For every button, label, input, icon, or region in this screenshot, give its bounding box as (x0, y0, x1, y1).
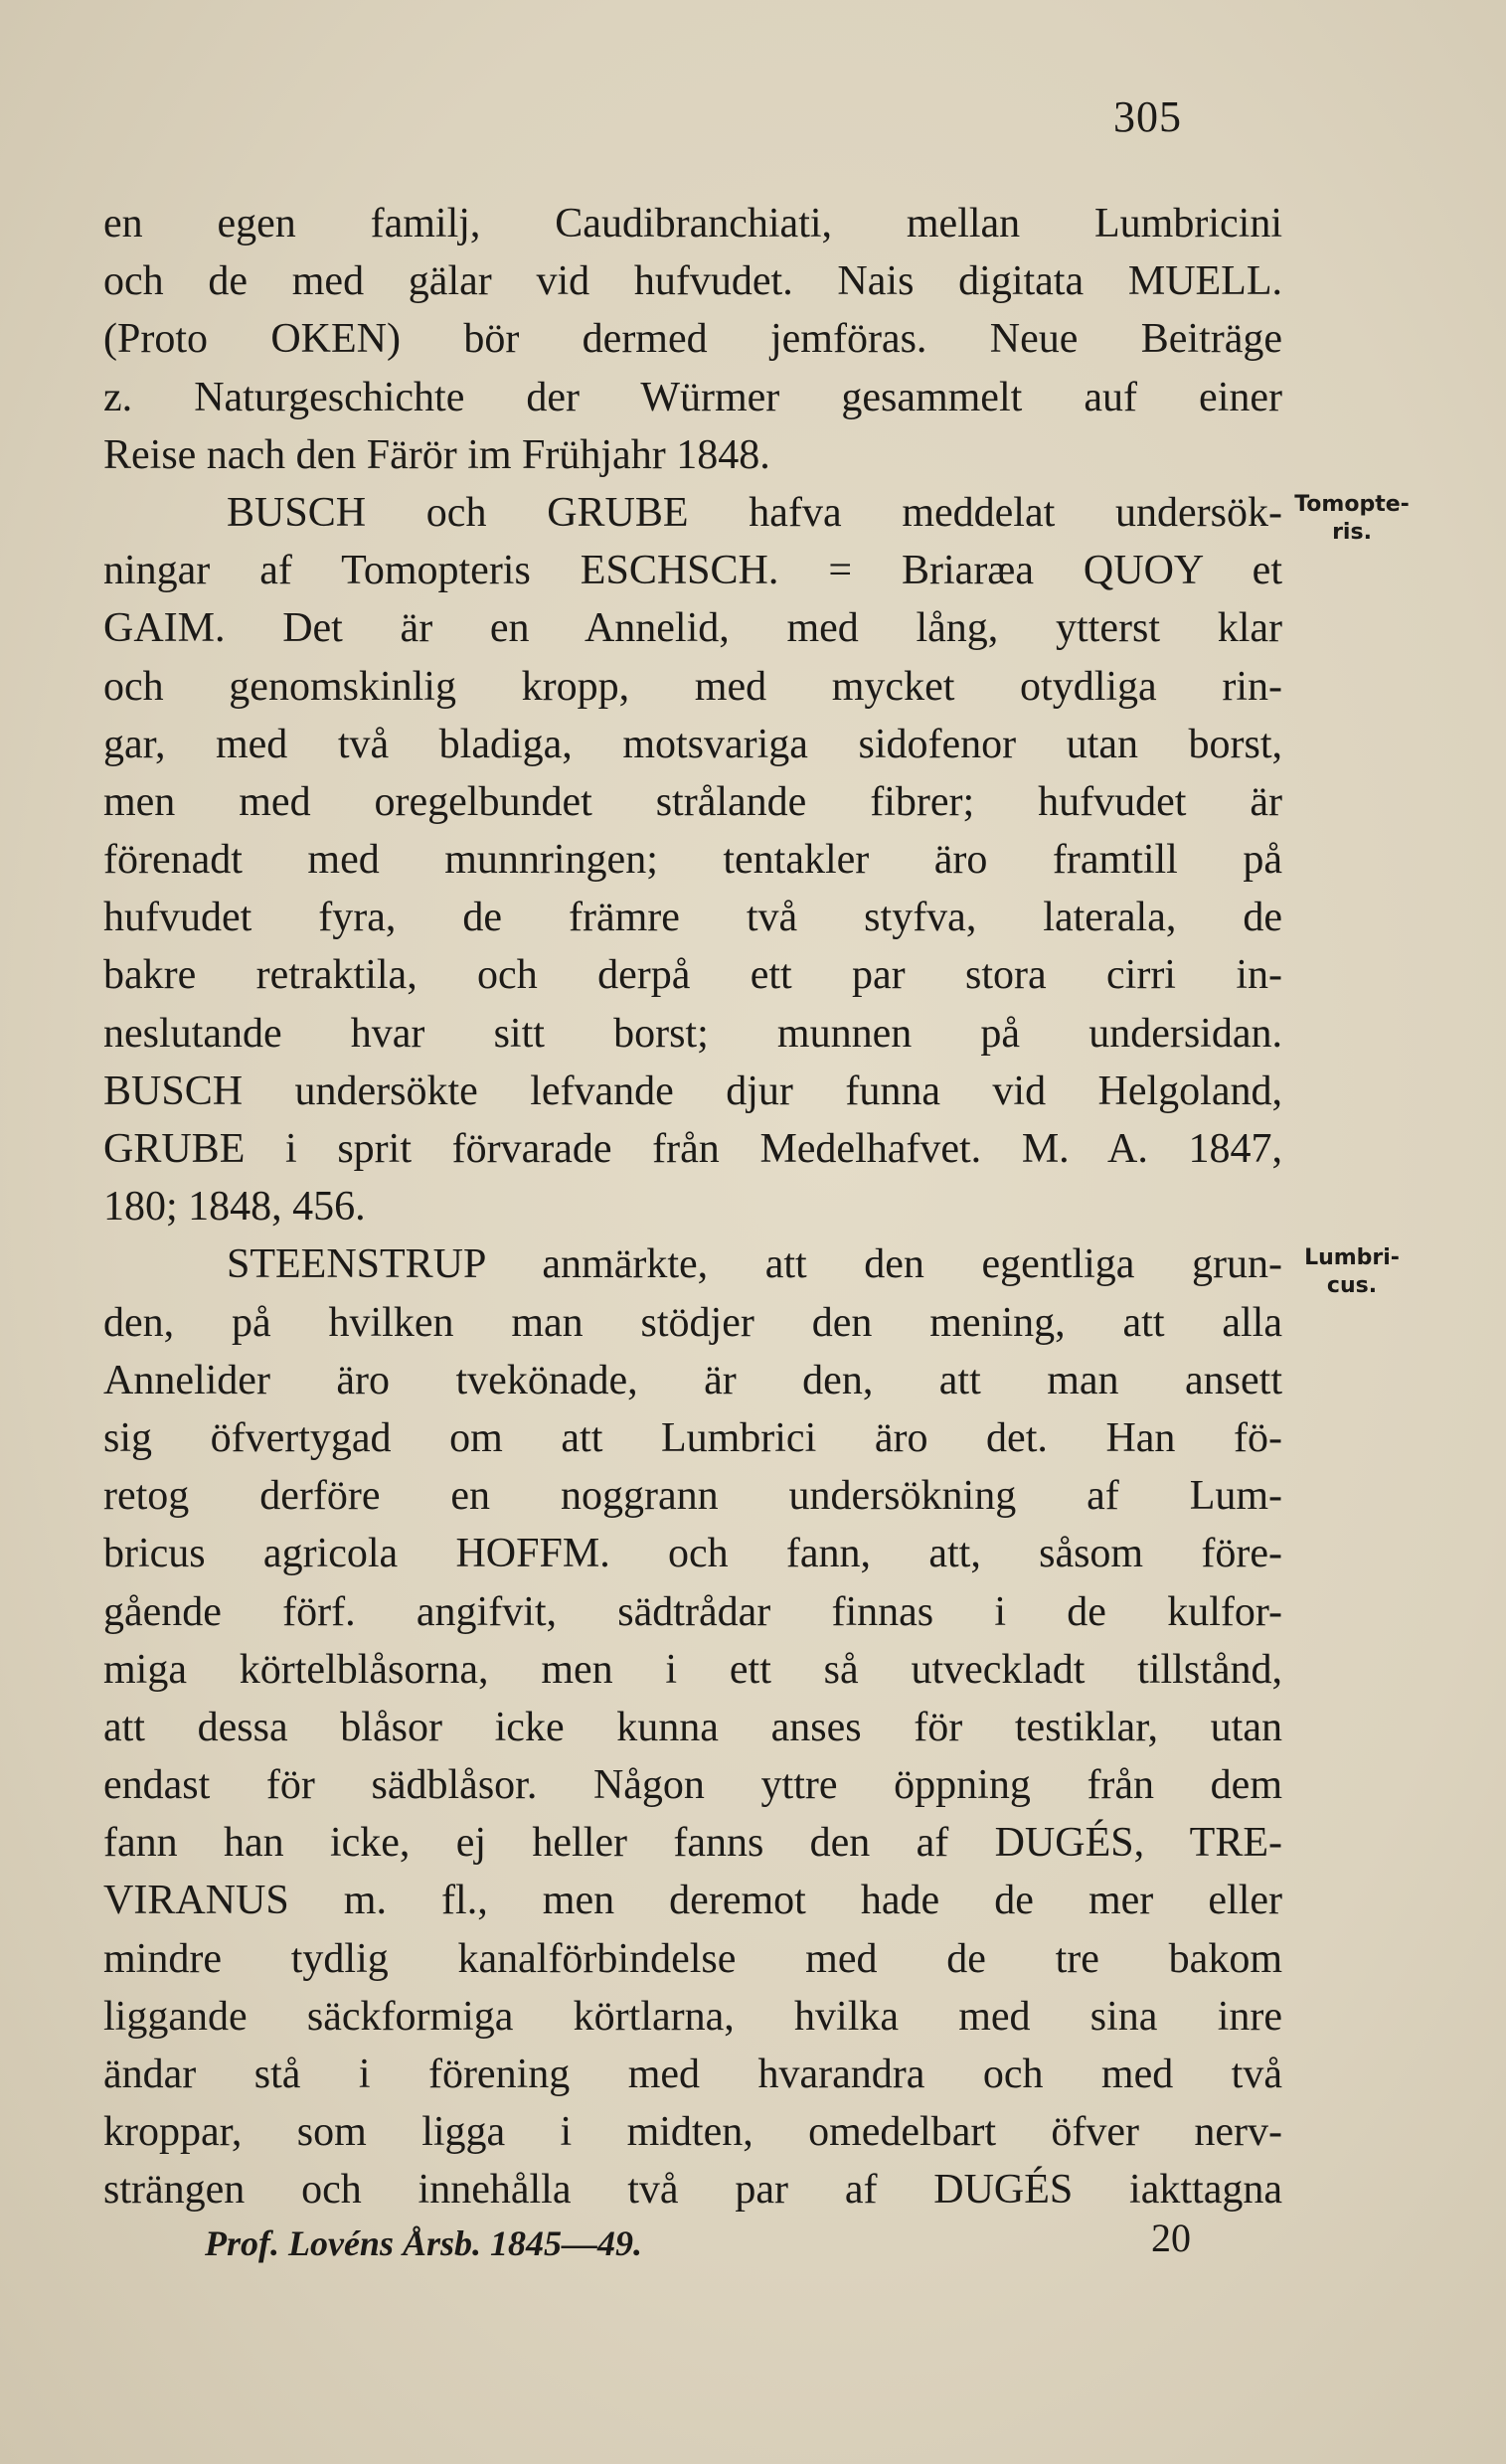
text-line: sig öfvertygad om att Lumbrici äro det. Han fö- (103, 1414, 1282, 1461)
text-line: VIRANUS m. fl., men deremot hade de mer eller (103, 1878, 1282, 1924)
text-line: GAIM. Det är en Annelid, med lång, ytterst klar (103, 605, 1282, 652)
text-line: BUSCH och GRUBE hafva meddelat undersök- (227, 489, 1282, 536)
text-line: retog derföre en noggrann undersökning af Lum- (103, 1473, 1282, 1520)
text-line: liggande säckformiga körtlarna, hvilka med sina inre (103, 1993, 1282, 2040)
text-line: förenadt med munnringen; tentakler äro framtill på (103, 837, 1282, 884)
text-line: den, på hvilken man stödjer den mening, att alla (103, 1299, 1282, 1346)
text-line: STEENSTRUP anmärkte, att den egentliga grun- (227, 1241, 1282, 1288)
margin-note-tomopteris (1272, 491, 1431, 547)
text-line: hufvudet fyra, de främre två styfva, laterala, de (103, 895, 1282, 941)
text-line: kroppar, som ligga i midten, omedelbart öfver nerv- (103, 2109, 1282, 2156)
text-line: (Proto OKEN) bör dermed jemföras. Neue Beiträge (103, 316, 1282, 363)
text-line: endast för sädblåsor. Någon yttre öppning från dem (103, 1762, 1282, 1809)
signature-mark: 20 (1151, 2216, 1191, 2260)
text-line: gående förf. angifvit, sädtrådar finnas i de kulfor- (103, 1588, 1282, 1635)
text-line: GRUBE i sprit förvarade från Medelhafvet. M. A. 1847, (103, 1126, 1282, 1172)
text-line: och genomskinlig kropp, med mycket otydliga rin- (103, 663, 1282, 710)
text-line: ändar stå i förening med hvarandra och med två (103, 2052, 1282, 2097)
text-line: men med oregelbundet strålande fibrer; hufvudet är (103, 778, 1282, 825)
text-line: 180; 1848, 456. (103, 1184, 366, 1231)
text-line: z. Naturgeschichte der Würmer gesammelt auf einer (103, 374, 1282, 420)
text-line: en egen familj, Caudibranchiati, mellan Lumbricini (103, 201, 1282, 246)
text-line: mindre tydlig kanalförbindelse med de tre bakom (103, 1935, 1282, 1982)
text-line: och de med gälar vid hufvudet. Nais digitata MUELL. (103, 258, 1282, 305)
body-text (103, 195, 1282, 2219)
text-line: ningar af Tomopteris ESCHSCH. = Briaræa QUOY et (103, 548, 1282, 594)
text-line: att dessa blåsor icke kunna anses för testiklar, utan (103, 1704, 1282, 1750)
margin-note-line: cus. (1326, 1273, 1378, 1298)
margin-note-lumbricus (1272, 1244, 1431, 1300)
text-line: neslutande hvar sitt borst; munnen på undersidan. (103, 1010, 1282, 1057)
margin-note-line: ris. (1332, 520, 1372, 545)
margin-note-line: Tomopte- (1294, 492, 1410, 517)
text-line: fann han icke, ej heller fanns den af DUGÉS, TRE- (103, 1820, 1282, 1867)
text-line: BUSCH undersökte lefvande djur funna vid Helgoland, (103, 1068, 1282, 1114)
text-line: bakre retraktila, och derpå ett par stora cirri in- (103, 952, 1282, 999)
footer-citation: Prof. Lovéns Årsb. 1845—49. (205, 2223, 642, 2263)
text-line: Annelider äro tvekönade, är den, att man ansett (103, 1357, 1282, 1403)
page-number: 305 (1113, 92, 1182, 141)
text-line: Reise nach den Färör im Frühjahr 1848. (103, 431, 770, 478)
text-line: strängen och innehålla två par af DUGÉS iakttagna (103, 2167, 1282, 2214)
margin-note-line: Lumbri- (1304, 1245, 1400, 1270)
text-line: miga körtelblåsorna, men i ett så utveckladt tillstånd, (103, 1646, 1282, 1693)
text-line: bricus agricola HOFFM. och fann, att, såsom före- (103, 1531, 1282, 1577)
text-line: gar, med två bladiga, motsvariga sidofenor utan borst, (103, 721, 1282, 767)
